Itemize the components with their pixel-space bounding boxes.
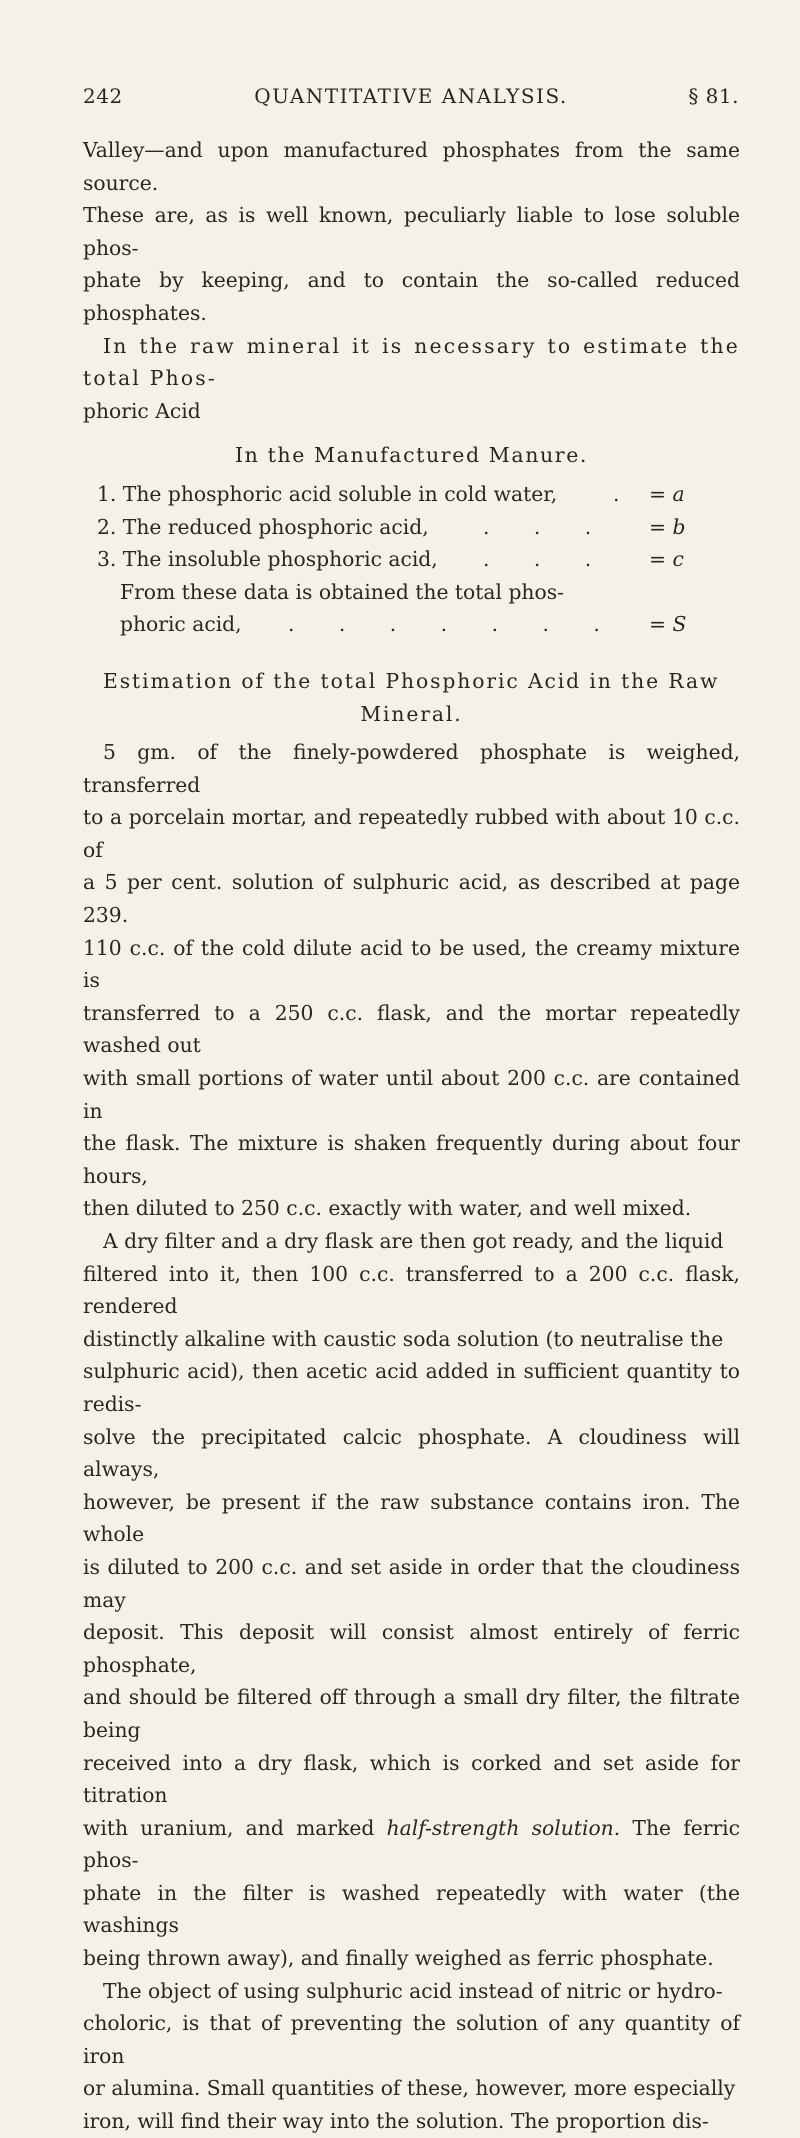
text-fragment: with uranium, and marked: [83, 1815, 387, 1840]
text-line: The object of using sulphuric acid instead of nitric or hydro-: [103, 1978, 723, 2003]
leader-dots: .: [613, 481, 639, 506]
italic-term: half-strength solution.: [386, 1815, 621, 1840]
list-item-text: 3. The insoluble phosphoric acid,: [97, 547, 438, 572]
list-item: [83, 478, 740, 511]
list-item-symbol: = S: [649, 612, 687, 637]
section-number: § 81.: [688, 84, 739, 108]
text-line: A dry filter and a dry flask are then got ready, and the liquid: [103, 1229, 724, 1253]
text-line: iron, will find their way into the solution. The proportion dis-: [83, 2109, 709, 2134]
text-line: or alumina. Small quantities of these, however, more especially: [83, 2076, 736, 2101]
text-line: and should be filtered off through a small dry filter, the filtrate being: [83, 1685, 740, 1742]
text-line: 5 gm. of the finely-powdered phosphate is weighed, transferred: [83, 740, 740, 797]
list-item: [83, 608, 740, 641]
text-line: phate in the filter is washed repeatedly with water (the washings: [83, 1880, 740, 1938]
list-item-symbol: = a: [649, 481, 685, 506]
text-line: [83, 1812, 740, 1877]
running-title: QUANTITATIVE ANALYSIS.: [254, 84, 568, 108]
text-line: [83, 330, 740, 395]
phosphoric-acid-list: [83, 478, 740, 641]
raw-mineral-line: In the raw mineral it is necessary to estimate the total Phos-: [83, 333, 740, 391]
paragraph-procedure: [83, 736, 740, 1225]
text-line: choloric, is that of preventing the solution of any quantity of iron: [83, 2011, 740, 2068]
text-line: deposit. This deposit will consist almost entirely of ferric phosphate,: [83, 1620, 740, 1677]
text-line: 110 c.c. of the cold dilute acid to be used, the creamy mixture is: [83, 935, 740, 993]
paragraph-filtration: [83, 1225, 740, 1975]
text-line: filtered into it, then 100 c.c. transferred to a 200 c.c. flask, rendered: [83, 1261, 740, 1319]
text-line: then diluted to 250 c.c. exactly with water, and well mixed.: [83, 1196, 692, 1221]
text-line: These are, as is well known, peculiarly liable to lose soluble phos-: [83, 203, 740, 260]
manufactured-manure-heading: In the Manufactured Manure.: [234, 443, 589, 468]
text-fragment: The ferric phos-: [83, 1815, 740, 1873]
text-line: sulphuric acid), then acetic acid added in sufficient quantity to redis-: [83, 1359, 740, 1416]
paragraph-sulphuric-acid: [83, 1975, 740, 2138]
running-header: [83, 84, 739, 116]
page-number: 242: [83, 84, 123, 108]
text-line: with small portions of water until about 200 c.c. are contained in: [83, 1066, 740, 1123]
text-line: Valley—and upon manufactured phosphates from the same source.: [83, 138, 740, 195]
estimation-heading-continued: Mineral.: [360, 701, 463, 726]
text-line: a 5 per cent. solution of sulphuric acid, as described at page 239.: [83, 870, 740, 928]
text-line: however, be present if the raw substance contains iron. The whole: [83, 1489, 740, 1547]
text-line: distinctly alkaline with caustic soda solution (to neutralise the: [83, 1326, 724, 1351]
list-item-symbol: = c: [649, 547, 684, 572]
list-item: [83, 511, 740, 544]
list-item-symbol: = b: [649, 514, 686, 539]
text-line: being thrown away), and finally weighed as ferric phosphate.: [83, 1946, 714, 1971]
text-line: phoric Acid: [83, 398, 201, 423]
leader-dots: . . .: [483, 514, 611, 539]
intro-paragraph: [83, 134, 740, 330]
leader-dots: . . . . . . .: [288, 612, 619, 637]
list-item-text: 1. The phosphoric acid soluble in cold water,: [97, 481, 558, 506]
list-item-text: phoric acid,: [120, 612, 242, 637]
list-item-text: 2. The reduced phosphoric acid,: [97, 514, 429, 539]
text-line: solve the precipitated calcic phosphate. A cloudiness will always,: [83, 1424, 740, 1482]
list-item: [83, 543, 740, 576]
text-line: received into a dry flask, which is corked and set aside for titration: [83, 1750, 740, 1808]
text-line: is diluted to 200 c.c. and set aside in order that the cloudiness may: [83, 1554, 740, 1612]
leader-dots: . . .: [483, 547, 611, 572]
text-line: to a porcelain mortar, and repeatedly rubbed with about 10 c.c. of: [83, 805, 740, 862]
estimation-heading: Estimation of the total Phosphoric Acid in the Raw: [103, 668, 720, 693]
list-item: [83, 576, 740, 609]
text-line: the flask. The mixture is shaken frequently during about four hours,: [83, 1131, 740, 1188]
text-line: transferred to a 250 c.c. flask, and the mortar repeatedly washed out: [83, 1000, 740, 1058]
list-item-text: From these data is obtained the total phos-: [120, 579, 564, 604]
page-body: [83, 134, 740, 2138]
text-line: phate by keeping, and to contain the so-called reduced phosphates.: [83, 268, 740, 325]
